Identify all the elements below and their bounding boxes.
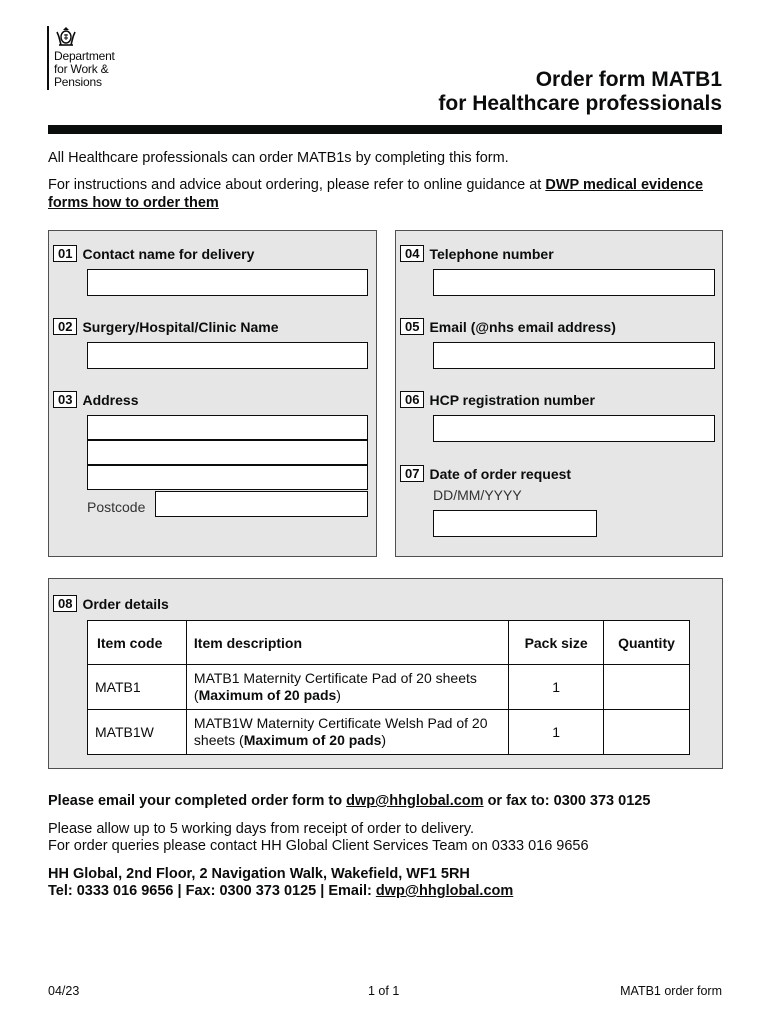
queries-note: For order queries please contact HH Global Client Services Team on 0333 016 9656 bbox=[48, 838, 589, 854]
submit-instruction: Please email your completed order form to dwp@hhglobal.com or fax to: 0300 373 0125 bbox=[48, 793, 651, 809]
question-01 bbox=[53, 245, 254, 262]
question-label: Date of order request bbox=[429, 465, 572, 482]
contact-box-left bbox=[48, 230, 377, 557]
address-line-1-input[interactable] bbox=[87, 415, 368, 440]
footer-form-name: MATB1 order form bbox=[620, 984, 722, 998]
submit-email-link[interactable]: dwp@hhglobal.com bbox=[346, 793, 484, 809]
question-05 bbox=[400, 318, 616, 335]
item-description-cell: MATB1W Maternity Certificate Welsh Pad of 20 sheets (Maximum of 20 pads) bbox=[186, 710, 508, 755]
pack-size-cell: 1 bbox=[509, 710, 604, 755]
question-02 bbox=[53, 318, 279, 335]
postcode-input[interactable] bbox=[155, 491, 368, 517]
date-format-hint: DD/MM/YYYY bbox=[433, 487, 522, 503]
question-04 bbox=[400, 245, 554, 262]
question-label: Address bbox=[82, 391, 139, 408]
order-date-input[interactable] bbox=[433, 510, 597, 537]
column-header-pack-size: Pack size bbox=[509, 621, 604, 665]
order-details-box bbox=[48, 578, 723, 769]
quantity-input[interactable] bbox=[604, 710, 690, 755]
logo-rule bbox=[47, 26, 49, 90]
table-row bbox=[88, 665, 690, 710]
address-line-3-input[interactable] bbox=[87, 465, 368, 490]
item-code-cell: MATB1 bbox=[88, 665, 187, 710]
contact-name-input[interactable] bbox=[87, 269, 368, 296]
question-03 bbox=[53, 391, 139, 408]
question-label: Surgery/Hospital/Clinic Name bbox=[82, 318, 279, 335]
telephone-input[interactable] bbox=[433, 269, 715, 296]
postal-address: HH Global, 2nd Floor, 2 Navigation Walk, Wakefield, WF1 5RH bbox=[48, 866, 470, 882]
question-number: 07 bbox=[400, 465, 424, 482]
question-label: Contact name for delivery bbox=[82, 245, 255, 262]
surgery-name-input[interactable] bbox=[87, 342, 368, 369]
page-title: Order form MATB1 for Healthcare professionals bbox=[438, 68, 722, 115]
footer-date: 04/23 bbox=[48, 984, 80, 998]
contact-details: Tel: 0333 016 9656 | Fax: 0300 373 0125 | Email: dwp@hhglobal.com bbox=[48, 883, 514, 899]
email-input[interactable] bbox=[433, 342, 715, 369]
question-08 bbox=[53, 595, 169, 612]
question-label: Email (@nhs email address) bbox=[429, 318, 616, 335]
intro-line-1: All Healthcare professionals can order MATB1s by completing this form. bbox=[48, 150, 509, 166]
quantity-input[interactable] bbox=[604, 665, 690, 710]
question-number: 06 bbox=[400, 391, 424, 408]
question-07 bbox=[400, 465, 571, 482]
question-number: 01 bbox=[53, 245, 77, 262]
question-number: 08 bbox=[53, 595, 77, 612]
department-logo-text: Department for Work & Pensions bbox=[54, 49, 115, 89]
order-table bbox=[87, 620, 690, 755]
column-header-item-description: Item description bbox=[186, 621, 508, 665]
hcp-registration-input[interactable] bbox=[433, 415, 715, 442]
question-number: 05 bbox=[400, 318, 424, 335]
table-row bbox=[88, 710, 690, 755]
footer-page-number: 1 of 1 bbox=[368, 984, 400, 998]
delivery-time-note: Please allow up to 5 working days from receipt of order to delivery. bbox=[48, 821, 475, 837]
item-code-cell: MATB1W bbox=[88, 710, 187, 755]
address-line-2-input[interactable] bbox=[87, 440, 368, 465]
contact-box-right bbox=[395, 230, 723, 557]
column-header-item-code: Item code bbox=[88, 621, 187, 665]
contact-email-link[interactable]: dwp@hhglobal.com bbox=[375, 883, 514, 899]
royal-crest-icon bbox=[55, 26, 77, 46]
postcode-label: Postcode bbox=[87, 499, 146, 515]
question-06 bbox=[400, 391, 595, 408]
question-label: Order details bbox=[82, 595, 169, 612]
item-description-cell: MATB1 Maternity Certificate Pad of 20 sheets (Maximum of 20 pads) bbox=[186, 665, 508, 710]
guidance-link[interactable]: DWP medical evidence forms how to order them bbox=[48, 177, 704, 211]
intro-line-2: For instructions and advice about ordering, please refer to online guidance at DWP medical evidence forms how to order them bbox=[48, 177, 704, 211]
question-label: HCP registration number bbox=[429, 391, 595, 408]
question-label: Telephone number bbox=[429, 245, 554, 262]
question-number: 02 bbox=[53, 318, 77, 335]
question-number: 03 bbox=[53, 391, 77, 408]
header-divider bbox=[48, 125, 722, 134]
table-header-row bbox=[88, 621, 690, 665]
question-number: 04 bbox=[400, 245, 424, 262]
column-header-quantity: Quantity bbox=[604, 621, 690, 665]
pack-size-cell: 1 bbox=[509, 665, 604, 710]
